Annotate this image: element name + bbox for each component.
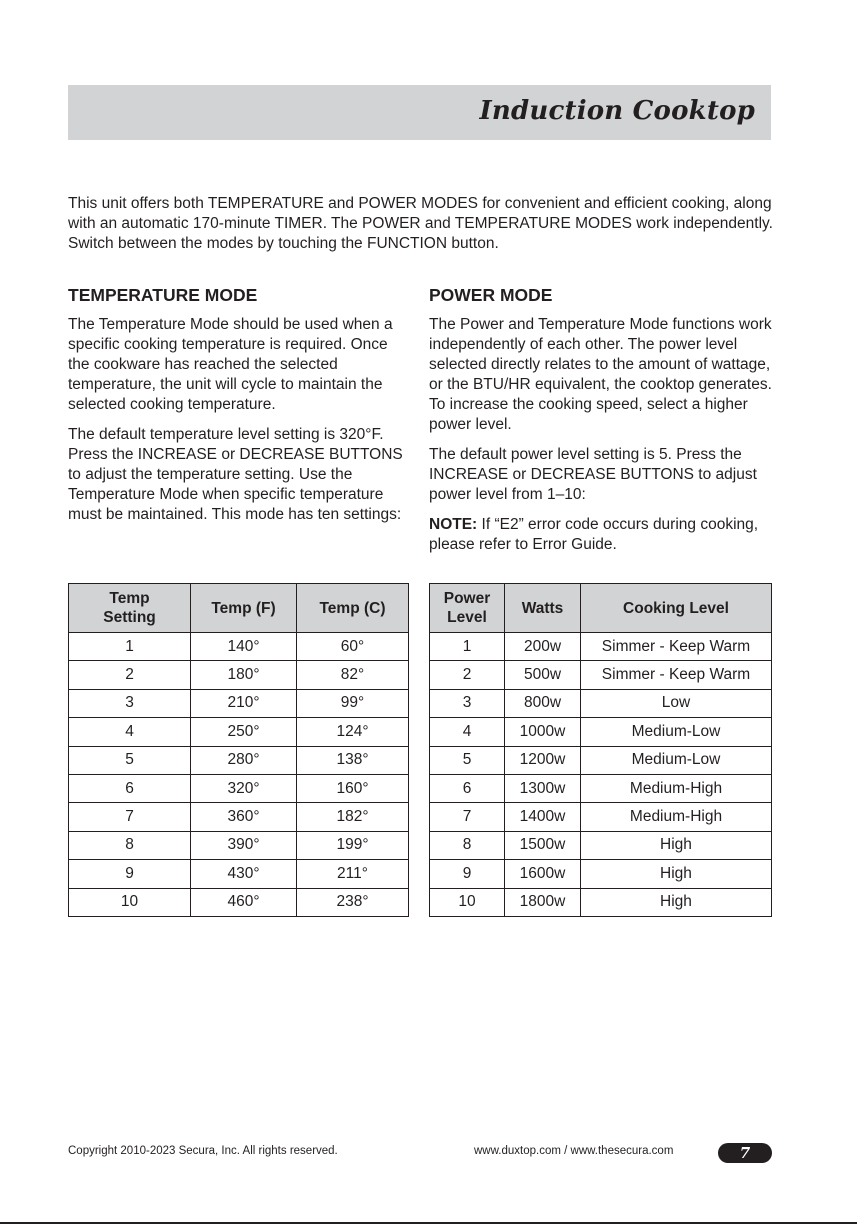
table-cell: 160° [297,774,409,802]
table-cell: High [581,860,772,888]
copyright-text: Copyright 2010-2023 Secura, Inc. All rights reserved. [68,1145,338,1157]
table-cell: 9 [69,860,191,888]
table-cell: 10 [430,888,505,916]
table-cell: 1600w [505,860,581,888]
header-bar [68,85,771,140]
table-cell: Simmer - Keep Warm [581,661,772,689]
table-cell: Medium-Low [581,718,772,746]
table-cell: 199° [297,831,409,859]
table-cell: 250° [191,718,297,746]
table-cell: 1500w [505,831,581,859]
table-row [430,633,772,661]
table-cell: 5 [69,746,191,774]
table-cell: High [581,888,772,916]
table-cell: 360° [191,803,297,831]
power-mode-paragraph-1: The Power and Temperature Mode functions work independently of each other. The power level selected directly relates to the amount of wattage, or the BTU/HR equivalent, the cooktop generates. To increase the cooking speed, select a higher power level. [429,316,772,433]
table-cell: 3 [430,689,505,717]
table-row [69,888,409,916]
table-header-cell: Temp (F) [191,584,297,633]
table-cell: Medium-Low [581,746,772,774]
table-cell: 82° [297,661,409,689]
table-cell: 60° [297,633,409,661]
table-cell: 200w [505,633,581,661]
table-cell: 2 [69,661,191,689]
table-cell: 2 [430,661,505,689]
power-mode-paragraph-2: The default power level setting is 5. Press the INCREASE or DECREASE BUTTONS to adjust power level from 1–10: [429,446,757,503]
note-text: If “E2” error code occurs during cooking, please refer to Error Guide. [429,516,759,553]
table-cell: Simmer - Keep Warm [581,633,772,661]
intro-paragraph: This unit offers both TEMPERATURE and POWER MODES for convenient and efficient cooking, along with an automatic 170-minute TIMER. The POWER and TEMPERATURE MODES work independently. Switch between the modes by touching the FUNCTION button. [68,195,773,252]
table-header-cell: Temp (C) [297,584,409,633]
table-cell: 6 [430,774,505,802]
table-cell: 182° [297,803,409,831]
table-row [430,746,772,774]
table-cell: 9 [430,860,505,888]
table-cell: 124° [297,718,409,746]
table-cell: 5 [430,746,505,774]
power-levels-table [429,583,772,917]
table-cell: 4 [430,718,505,746]
table-cell: High [581,831,772,859]
temperature-settings-table [68,583,409,917]
table-row [69,718,409,746]
table-cell: 6 [69,774,191,802]
table-cell: 238° [297,888,409,916]
table-row [69,689,409,717]
table-cell: 1 [430,633,505,661]
table-row [430,803,772,831]
table-cell: 320° [191,774,297,802]
bottom-divider [0,1222,857,1224]
table-row [430,860,772,888]
table-row [69,633,409,661]
table-cell: 210° [191,689,297,717]
power-table-body [430,633,772,917]
table-row [430,689,772,717]
table-cell: 430° [191,860,297,888]
temperature-mode-paragraph-1: The Temperature Mode should be used when a specific cooking temperature is required. Once the cookware has reached the selected temperature, the unit will cycle to maintain the selected cooking temperature. [68,316,393,413]
table-row [69,661,409,689]
table-cell: 99° [297,689,409,717]
table-cell: 10 [69,888,191,916]
table-cell: 1400w [505,803,581,831]
table-header-cell: Power Level [430,584,505,633]
table-cell: 138° [297,746,409,774]
table-row [430,888,772,916]
power-mode-heading: POWER MODE [429,285,553,305]
table-cell: 211° [297,860,409,888]
table-cell: 280° [191,746,297,774]
table-row [69,831,409,859]
table-row [69,774,409,802]
table-header-row [430,584,772,633]
table-header-cell: Cooking Level [581,584,772,633]
page-title: Induction Cooktop [479,96,755,126]
temperature-mode-section [68,284,403,535]
table-row [69,746,409,774]
table-header-cell: Watts [505,584,581,633]
table-cell: 1200w [505,746,581,774]
table-cell: 4 [69,718,191,746]
table-row [430,661,772,689]
temp-table-body [69,633,409,917]
table-cell: 180° [191,661,297,689]
table-cell: 3 [69,689,191,717]
table-cell: Medium-High [581,803,772,831]
table-cell: 7 [69,803,191,831]
note-label: NOTE: [429,516,478,533]
power-mode-section [429,284,774,565]
table-cell: 500w [505,661,581,689]
table-cell: 7 [430,803,505,831]
table-cell: 8 [69,831,191,859]
page-number-badge: 7 [718,1143,772,1163]
table-row [430,718,772,746]
table-cell: 460° [191,888,297,916]
table-cell: Medium-High [581,774,772,802]
temperature-mode-heading: TEMPERATURE MODE [68,285,258,305]
table-header-row [69,584,409,633]
power-mode-note [429,515,774,555]
table-cell: Low [581,689,772,717]
table-cell: 1300w [505,774,581,802]
table-cell: 390° [191,831,297,859]
table-row [69,860,409,888]
table-row [430,831,772,859]
table-row [430,774,772,802]
table-cell: 1800w [505,888,581,916]
table-cell: 1000w [505,718,581,746]
table-row [69,803,409,831]
temperature-mode-paragraph-2: The default temperature level setting is 320°F. Press the INCREASE or DECREASE BUTTONS to adjust the temperature setting. Use the Temperature Mode when specific temperature must be maintained. This mode has ten settings: [68,426,403,523]
table-cell: 800w [505,689,581,717]
website-links: www.duxtop.com / www.thesecura.com [474,1145,674,1157]
table-cell: 140° [191,633,297,661]
table-cell: 8 [430,831,505,859]
table-cell: 1 [69,633,191,661]
table-header-cell: Temp Setting [69,584,191,633]
